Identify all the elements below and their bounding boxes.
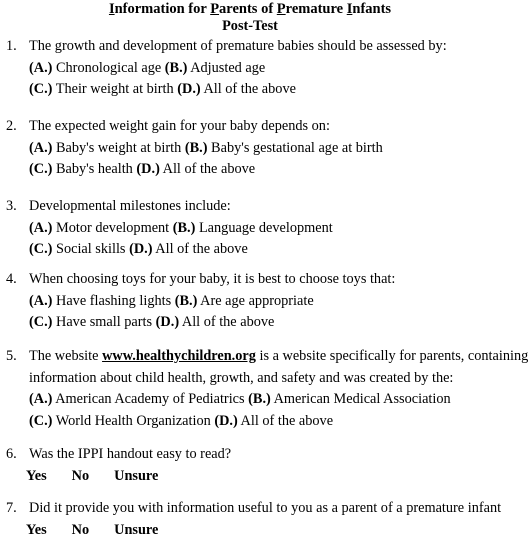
question-4	[0, 269, 500, 334]
option-letter: (B.)	[175, 293, 198, 309]
option-text: Adjusted age	[187, 60, 265, 76]
option-row	[0, 218, 500, 240]
question-1	[0, 36, 500, 101]
answer-yes[interactable]: Yes	[26, 520, 47, 541]
option-text: All of the above	[160, 161, 255, 177]
option-text: All of the above	[179, 314, 274, 330]
option-text: Are age appropriate	[197, 293, 313, 309]
title-initial: I	[109, 1, 115, 17]
answer-choices	[0, 466, 500, 488]
option-text: Language development	[195, 220, 332, 236]
answer-no[interactable]: No	[72, 466, 89, 488]
question-text-part: The website	[29, 348, 102, 364]
option-row	[0, 79, 500, 101]
question-text: Developmental milestones include:	[29, 196, 231, 218]
question-text: When choosing toys for your baby, it is best to choose toys that:	[29, 269, 395, 291]
option-letter: (D.)	[177, 81, 200, 97]
document-title	[0, 1, 500, 18]
answer-choices	[0, 520, 500, 541]
option-text: Chronological age	[52, 60, 164, 76]
option-letter: (A.)	[29, 220, 52, 236]
question-text: The growth and development of premature babies should be assessed by:	[29, 36, 447, 58]
question-number: 5.	[0, 346, 29, 368]
title-word: nformation for	[115, 1, 211, 17]
option-letter: (C.)	[29, 241, 52, 257]
question-text	[29, 346, 528, 368]
document-header	[0, 0, 500, 35]
title-initial: I	[347, 1, 353, 17]
healthychildren-link[interactable]: www.healthychildren.org	[102, 348, 256, 364]
option-text: Baby's gestational age at birth	[207, 140, 382, 156]
question-number: 4.	[0, 269, 29, 291]
option-letter: (D.)	[214, 413, 237, 429]
option-letter: (A.)	[29, 293, 52, 309]
option-row	[0, 291, 500, 313]
answer-no[interactable]: No	[72, 520, 89, 541]
question-2	[0, 116, 500, 181]
option-row	[0, 239, 500, 261]
option-text: Baby's weight at birth	[52, 140, 184, 156]
option-row	[0, 411, 500, 433]
option-letter: (D.)	[156, 314, 179, 330]
question-text: Did it provide you with information useful to you as a parent of a premature infant	[29, 498, 501, 520]
option-text: American Medical Association	[271, 391, 451, 407]
option-row	[0, 138, 500, 160]
title-initial: P	[210, 1, 219, 17]
option-letter: (B.)	[165, 60, 188, 76]
question-number: 3.	[0, 196, 29, 218]
option-text: American Academy of Pediatrics	[52, 391, 248, 407]
option-letter: (C.)	[29, 161, 52, 177]
question-text-part: is a website specifically for parents, containing	[256, 348, 528, 364]
title-word: remature	[286, 1, 347, 17]
option-letter: (C.)	[29, 314, 52, 330]
document-subtitle: Post-Test	[0, 18, 500, 35]
option-letter: (D.)	[129, 241, 152, 257]
answer-unsure[interactable]: Unsure	[114, 466, 158, 488]
question-text: The expected weight gain for your baby depends on:	[29, 116, 330, 138]
option-letter: (B.)	[248, 391, 271, 407]
option-letter: (B.)	[185, 140, 208, 156]
question-text-continuation: information about child health, growth, and safety and was created by the:	[0, 368, 500, 390]
option-text: Social skills	[52, 241, 129, 257]
question-3	[0, 196, 500, 261]
option-letter: (A.)	[29, 391, 52, 407]
title-initial: P	[277, 1, 286, 17]
option-letter: (A.)	[29, 140, 52, 156]
option-letter: (B.)	[173, 220, 196, 236]
option-row	[0, 159, 500, 181]
option-text: World Health Organization	[52, 413, 214, 429]
option-text: Have flashing lights	[52, 293, 174, 309]
option-letter: (D.)	[136, 161, 159, 177]
option-text: All of the above	[153, 241, 248, 257]
question-5	[0, 346, 500, 432]
option-text: All of the above	[201, 81, 296, 97]
option-row	[0, 312, 500, 334]
option-text: Motor development	[52, 220, 172, 236]
option-letter: (A.)	[29, 60, 52, 76]
option-text: All of the above	[238, 413, 333, 429]
title-word: arents of	[219, 1, 277, 17]
question-number: 2.	[0, 116, 29, 138]
option-row	[0, 389, 500, 411]
option-letter: (C.)	[29, 413, 52, 429]
question-number: 6.	[0, 444, 29, 466]
option-row	[0, 58, 500, 80]
question-7	[0, 498, 500, 541]
answer-unsure[interactable]: Unsure	[114, 520, 158, 541]
option-letter: (C.)	[29, 81, 52, 97]
question-text: Was the IPPI handout easy to read?	[29, 444, 231, 466]
question-number: 1.	[0, 36, 29, 58]
question-number: 7.	[0, 498, 29, 520]
answer-yes[interactable]: Yes	[26, 466, 47, 488]
option-text: Have small parts	[52, 314, 155, 330]
option-text: Their weight at birth	[52, 81, 177, 97]
option-text: Baby's health	[52, 161, 136, 177]
question-6	[0, 444, 500, 487]
title-word: nfants	[352, 1, 391, 17]
